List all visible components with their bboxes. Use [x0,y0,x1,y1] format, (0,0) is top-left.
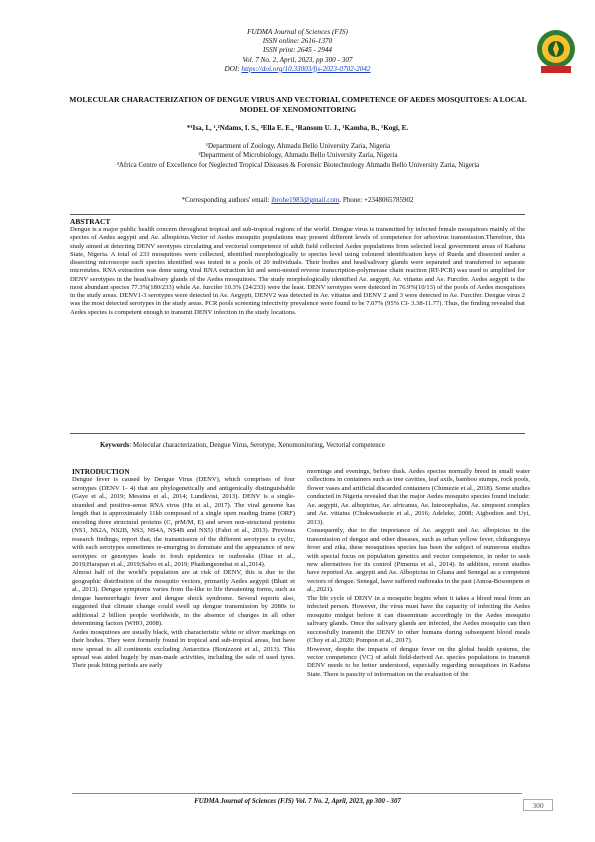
intro-paragraph-3: Aedes mosquitoes are usually black, with characteristic white or silver markings on their bodies. They were formerly found in tropical and sub-tropical areas, but have now spread to all continents excluding Antarctica (Bonizzoni et al., 2013). This spread was aided hugely by man-made activities, including the sale of used tyres. Their peak biting periods are early [72,628,295,670]
issn-print: ISSN print: 2645 - 2944 [262,46,333,55]
footer-divider [72,793,522,794]
paper-title: MOLECULAR CHARACTERIZATION OF DENGUE VIRUS AND VECTORIAL COMPETENCE OF AEDES MOSQUITOES: A LOCAL MODEL OF XENOMONITORING [69,95,527,114]
correspondence [0,196,595,204]
correspondence-email[interactable]: ibrohe1983@gmail.com [271,196,340,204]
volume-info: Vol. 7 No. 2, April, 2023, pp 300 - 307 [242,55,353,64]
left-column [72,468,295,671]
right-column [307,468,530,679]
abstract-text: Dengue is a major public health concern throughout tropical and sub-tropical regions of the world. Dengue virus is transmitted by infected female mosquitoes mainly of the species of Aedes aegypti and Ae. albopictus.Vector of Aedes mosquito populations may present different levels of competence for arbovirus transmission.Therefore, this study aimed at detecting DENV serotypes circulating and vectorial competence of adult field collected Aedes populations from selected local government areas of Kaduna State, Nigeria. A total of 233 mosquitoes were collected, identified morphologically to species level using coloured identification keys of Rueda and dissected under a dissecting microscope each species identified was tested in a pools of 20 individuals. Their bodies and head/salivary glands were separated and transferred to separate microtubes. RNA extraction was done using viral RNA extraction kit and semi-nested reverse transcription-polymerase chain reaction (RT-PCR) was used to amplified for DENV serotypes in the head/salivary glands of the Aedes mosquitoes. The study morphologically identified Ae. aegypti, Ae. vittatus and Ae. Furcifer. Aedes aegypti is the most abundant species 77.3%(180/233) while Ae. furcifer 10.3% (24/233) were the least. DENV serotypes were detected in 76.9%(10/13) of the pools of Aedes mosquitoes in the study areas. DENV1-3 serotypes were detected in Ae. Aegypti, DENV2 was detected in Ae. vittatus and DENV 2 and 3 were detected in Ae. Furcifer. Dengue virus 2 was the most detected serotypes in the study areas. PCR pools screening infectivity prevalence were found to be 7.07% (95% CI- 3.38-11.77). Thus, the finding revealed that Aedes species is competent enough to transmit DENV infection in the study locations. [70,226,525,316]
affiliation-2: ²Department of Microbiology, Ahmadu Bello University Zaria, Nigeria [198,151,398,160]
issn-online: ISSN online: 2616-1370 [262,37,333,46]
journal-name: FUDMA Journal of Sciences (FJS) [247,28,348,36]
intro-heading: INTRODUCTION [72,468,130,476]
page-number: 300 [523,799,553,811]
intro-paragraph-2: Almost half of the world's population are at risk of DENV, this is due to the geographic distribution of the mosquito vectors, primarily Aedes aegypti (Bhatt et al., 2013). Dengue symptoms varies from flu-like to life threatening forms, such as dengue haemorrhagic fever and dengue shock syndrome. Several reports also, suggested that climate change could swell up dengue transmission by 2080s to additional 2 billion people worldwide, in the absence of changes in all other determining factors (WHO, 2008). [72,569,295,628]
correspondence-label: *Corresponding authors' email: [181,196,272,204]
journal-logo [535,28,577,74]
intro-paragraph-1: Dengue fever is caused by Dengue Virus (DENV), which comprises of four serotypes (DENV 1- 4) that are phylogenetically and antigenically distinguishable (Gaye et al., 2019; Messina et al., 2014; Lundkvist, 2013). DENV is a single-stranded and positive-sense RNA virus (Hu et al., 2017). The viral genome has length that is approximately 11kb composed of a single open reading frame (ORF) encoding three structural proteins (C, prM/M, E) and seven non-structural proteins (NS1, NS2A, NS2B, NS3, NS4A, NS4B and NS5) (Fahri et al., 2013). Previous research findings, report that, the transmission of the different serotypes is cyclic, with each serotypes sometimes re-emerging to dominate and the appearance of new serotypes or genotypes leads to fresh epidemics or outbreaks (Diaz et al., 2019;Harapan et al., 2019;Salvo et al., 2019; Phadungsombat et al.,2014). [72,476,295,568]
doi-link[interactable]: https://doi.org/10.33003/fjs-2023-0702-2042 [241,64,371,73]
affiliation-1: ¹Department of Zoology, Ahmadu Bello University Zaria, Nigeria [205,142,391,150]
intro-paragraph-6: The life cycle of DENV in a mosquito begins when it takes a blood meal from an infected person. However, the virus must have the capacity of infecting the Aedes mosquito midgut before it can disseminate accordingly in the Aedes mosquito salivary glands. Once the salivary glands are infected, the Aedes mosquito can then successfully transmit the DENV to other humans during subsequent blood meals (Choy et al.,2020; Pompon et al., 2017). [307,594,530,645]
intro-paragraph-4: mornings and evenings, before dusk. Aedes species normally breed in small water collections in containers such as tree cavities, leaf axils, bamboo stumps, rock pools, flower vases and artificial discarded containers (Chimezie et al., 2018). Some studies conducted in Nigeria revealed that the major Aedes mosquito species found include: Ae. aegypti, Ae. albopictus, Ae. africanus, Ae. luteocephalus, Ae. simpsoni complex and Ae. vittatus (Chukwuekezie et al., 2016; Adeleke, 2008; Aigbodion and Uyi, 2013). [307,468,530,526]
correspondence-phone: . Phone: +2348065785902 [339,196,414,204]
keywords [100,442,520,449]
affiliation-3: ³Africa Centre of Excellence for Neglected Tropical Diseases & Forensic Biotechnology Ahmadu Bello University Zaria, Nigeria [116,160,480,169]
page-footer: FUDMA Journal of Sciences (FJS) Vol. 7 No. 2, April, 2023, pp 300 - 307 [194,798,401,805]
affiliations [60,142,536,170]
keywords-text: : Molecular characterization, Dengue Virus, Serotype, Xenomonitoring, Vectorial competence [129,442,385,449]
abstract-section [70,214,525,434]
author-list: *¹Isa, I., ¹,²Ndams, I. S., ²Ella E. E., ¹Ransom U. J., ¹Kamba, B., ¹Kogi, E. [186,124,409,132]
intro-paragraph-5: Consequently, due to the importance of Ae. aegypti and Ae. albopictus in the transmission of dengue and other diseases, such as urban yellow fever, chikungunya fever and zika, these mosquitoes species has been the subject of numerous studies with special focus on population genetics and vector competence, in order to seek new alternatives for its control (Pimenta et al., 2014). In addition, recent studies have reported Ae. aegypti and Ae. Albopictus in Ghana and Senegal as a competent vectors of dengue. Senegal, have suffered outbreaks in the past (Amoa-Bosompem et al., 2021). [307,527,530,594]
doi-line [0,65,595,74]
abstract-title: ABSTRACT [70,217,111,226]
journal-header [0,28,595,74]
intro-paragraph-7: However, despite the impacts of dengue fever on the global health systems, the vector competence (VC) of adult field-derived Ae. species populations to transmit DENV needs to be better understood, especially regarding mosquitoes in Kaduna State. There is paucity of information on the evaluation of the [307,645,530,678]
doi-label: DOI: [224,64,242,73]
keywords-label: Keywords [100,442,130,449]
